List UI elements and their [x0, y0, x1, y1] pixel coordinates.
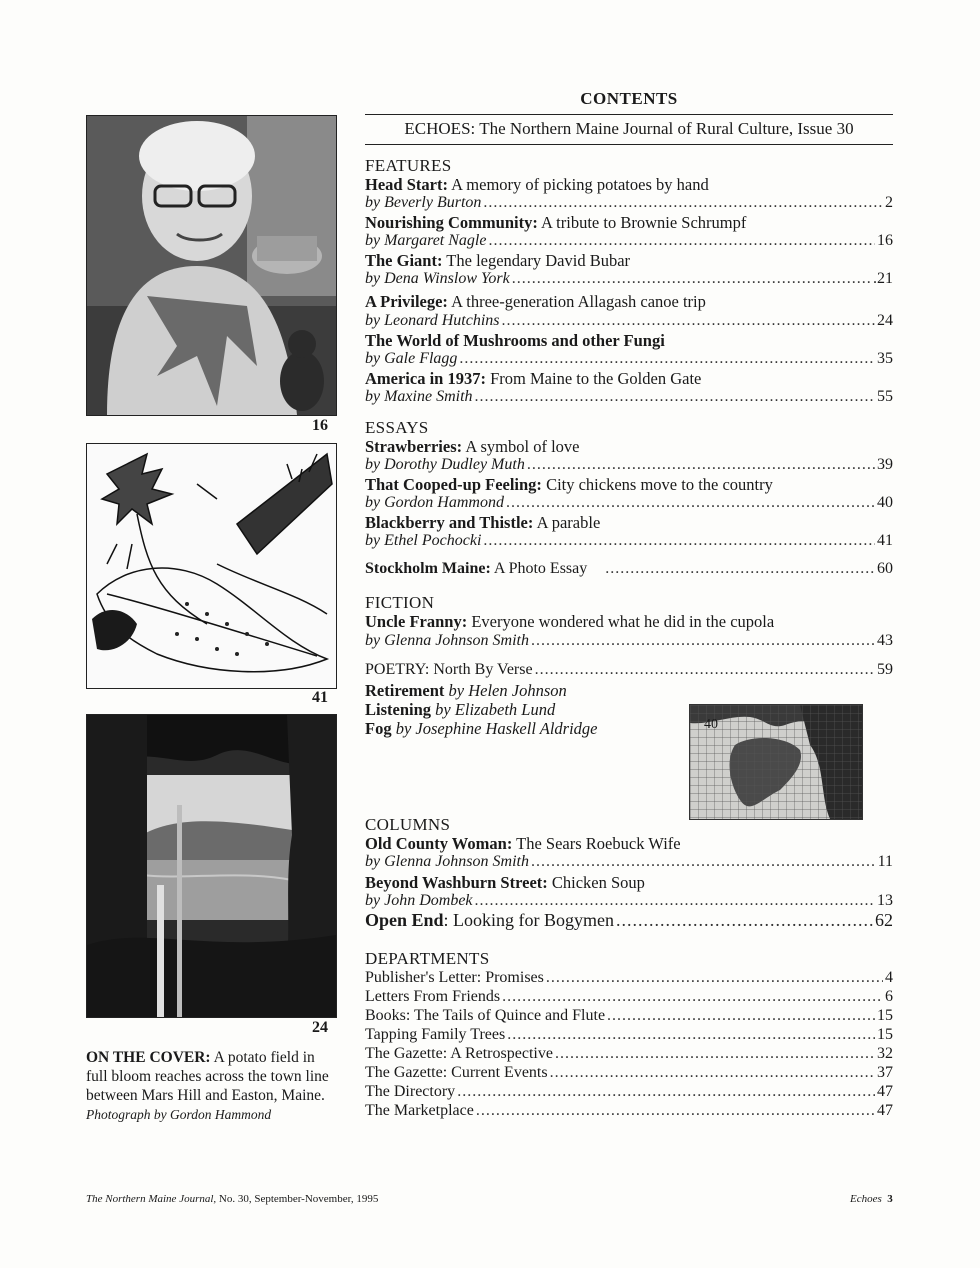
entry-byline: by Gale Flagg ..... 35 [365, 350, 893, 368]
masthead: ECHOES: The Northern Maine Journal of Rural Culture, Issue 30 [404, 119, 854, 138]
entry-byline: by Dorothy Dudley Muth ..... 39 [365, 456, 893, 474]
page-title: CONTENTS [580, 89, 678, 108]
lake-image [87, 715, 336, 1017]
entry-byline: by Glenna Johnson Smith ..... 11 [365, 853, 893, 871]
thistle-drawing [86, 443, 337, 689]
entry-title-line: Head Start: A memory of picking potatoes by hand [365, 175, 709, 194]
open-end-entry: Open End: Looking for Bogymen ..... 62 [365, 910, 893, 931]
entry-byline: by Glenna Johnson Smith ..... 43 [365, 632, 893, 650]
lake-photo [86, 714, 337, 1018]
department-entry: Books: The Tails of Quince and Flute ..... 15 [365, 1007, 893, 1025]
section-essays: ESSAYS [365, 418, 429, 437]
photo-page-number: 16 [312, 417, 328, 434]
entry-title-line: America in 1937: From Maine to the Golden Gate [365, 369, 702, 388]
department-entry: Tapping Family Trees ..... 15 [365, 1026, 893, 1044]
entry-title-line: Uncle Franny: Everyone wondered what he did in the cupola [365, 612, 775, 631]
entry-byline: by Gordon Hammond ..... 40 [365, 494, 893, 512]
entry-byline: by Margaret Nagle ..... 16 [365, 232, 893, 250]
photo-page-number: 24 [312, 1019, 328, 1036]
poetry-entry: POETRY: North By Verse ..... 59 [365, 661, 893, 679]
footer-issue: The Northern Maine Journal, No. 30, September-November, 1995 [86, 1193, 379, 1205]
entry-title-line: Nourishing Community: A tribute to Brownie Schrumpf [365, 213, 747, 232]
entry-title-line: Beyond Washburn Street: Chicken Soup [365, 873, 645, 892]
entry-byline: by Beverly Burton ..... 2 [365, 194, 893, 212]
entry-title-line: The World of Mushrooms and other Fungi [365, 331, 665, 350]
entry-byline: by John Dombek ..... 13 [365, 892, 893, 910]
department-entry: The Directory ..... 47 [365, 1083, 893, 1101]
portrait-image [87, 116, 336, 415]
entry-byline: by Ethel Pochocki ..... 41 [365, 532, 893, 550]
department-entry: The Gazette: Current Events ..... 37 [365, 1064, 893, 1082]
department-entry: Publisher's Letter: Promises ..... 4 [365, 969, 893, 987]
poem-line: Listening by Elizabeth Lund [365, 700, 556, 719]
footer-folio: Echoes 3 [850, 1193, 893, 1205]
entry-title-line: Old County Woman: The Sears Roebuck Wife [365, 834, 681, 853]
divider [365, 144, 893, 145]
portrait-photo [86, 115, 337, 416]
poem-line: Fog by Josephine Haskell Aldridge [365, 719, 598, 738]
department-entry: The Gazette: A Retrospective ..... 32 [365, 1045, 893, 1063]
department-entry: The Marketplace ..... 47 [365, 1102, 893, 1120]
poem-line: Retirement by Helen Johnson [365, 681, 567, 700]
divider [365, 114, 893, 115]
entry-title-line: Blackberry and Thistle: A parable [365, 513, 601, 532]
photo-essay-entry: Stockholm Maine: A Photo Essay ..... 60 [365, 560, 893, 578]
photo-page-number: 41 [312, 689, 328, 706]
section-columns: COLUMNS [365, 815, 451, 834]
entry-byline: by Maxine Smith ..... 55 [365, 388, 893, 406]
cover-caption: ON THE COVER: A potato field in full bloom reaches across the town line between Mars Hill and Easton, Maine. Photograph by Gordon Hammond [86, 1049, 329, 1122]
entry-byline: by Dena Winslow York ..... .21 [365, 270, 893, 288]
thistle-image [87, 444, 336, 688]
entry-title-line: Strawberries: A symbol of love [365, 437, 580, 456]
section-fiction: FICTION [365, 593, 435, 612]
chicken-wire-photo [689, 704, 863, 820]
department-entry: Letters From Friends ..... 6 [365, 988, 893, 1006]
section-features: FEATURES [365, 156, 452, 175]
inset-page-number: 40 [704, 717, 718, 732]
entry-title-line: The Giant: The legendary David Bubar [365, 251, 631, 270]
entry-title-line: A Privilege: A three-generation Allagash canoe trip [365, 292, 706, 311]
entry-byline: by Leonard Hutchins ..... 24 [365, 312, 893, 330]
entry-title-line: That Cooped-up Feeling: City chickens move to the country [365, 475, 773, 494]
section-departments: DEPARTMENTS [365, 949, 490, 968]
